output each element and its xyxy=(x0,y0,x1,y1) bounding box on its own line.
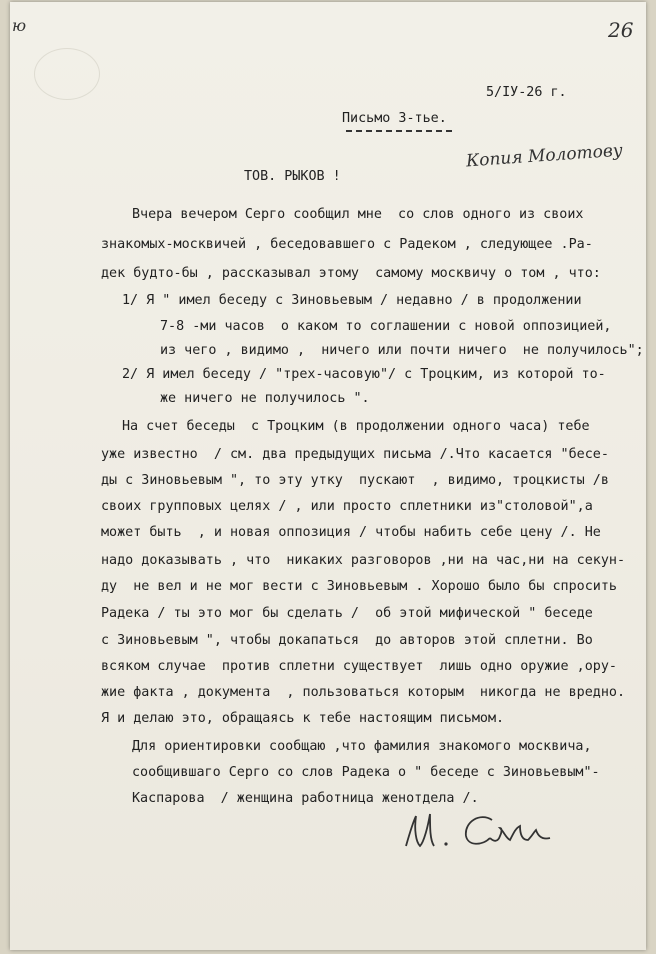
embossed-seal-icon xyxy=(34,48,100,100)
body-line: с Зиновьевым ", чтобы докапаться до авторов этой сплетни. Во xyxy=(101,633,593,648)
body-line: 7-8 -ми часов о каком то соглашении с новой оппозицией, xyxy=(160,319,612,334)
header-underline xyxy=(346,130,452,132)
letter-date: 5/IУ-26 г. xyxy=(486,85,567,100)
document-sheet xyxy=(10,2,646,950)
body-line: Каспарова / женщина работница женотдела /. xyxy=(132,791,479,806)
body-line: сообщившаго Серго со слов Радека о " беседе с Зиновьевым"- xyxy=(132,765,600,780)
body-line: же ничего не получилось ". xyxy=(160,391,370,406)
page-number: 26 xyxy=(608,18,634,42)
body-line: знакомых-москвичей , беседовавшего с Радеком , следующее .Ра- xyxy=(101,237,593,252)
handwritten-annotation: Копия Молотову xyxy=(465,140,624,172)
body-line: может быть , и новая оппозиция / чтобы набить себе цену /. Не xyxy=(101,525,601,540)
body-line: Вчера вечером Серго сообщил мне со слов одного из своих xyxy=(132,207,584,222)
letter-header: Письмо 3-тье. xyxy=(342,111,447,126)
body-line: Я и делаю это, обращаясь к тебе настоящим письмом. xyxy=(101,711,505,726)
handwritten-signature xyxy=(394,802,564,862)
body-line: Для ориентировки сообщаю ,что фамилия знакомого москвича, xyxy=(132,739,592,754)
body-line: ды с Зиновьевым ", то эту утку пускают , видимо, троцкисты /в xyxy=(101,473,609,488)
body-line: 1/ Я " имел беседу с Зиновьевым / недавно / в продолжении xyxy=(122,293,582,308)
body-line: дек будто-бы , рассказывал этому самому москвичу о том , что: xyxy=(101,266,601,281)
body-line: своих групповых целях / , или просто сплетники из"столовой",а xyxy=(101,499,593,514)
body-line: 2/ Я имел беседу / "трех-часовую"/ с Троцким, из которой то- xyxy=(122,367,606,382)
body-line: На счет беседы с Троцким (в продолжении одного часа) тебе xyxy=(122,419,590,434)
body-line: надо доказывать , что никаких разговоров ,ни на час,ни на секун- xyxy=(101,553,626,568)
body-line: ду не вел и не мог вести с Зиновьевым . Хорошо было бы спросить xyxy=(101,579,617,594)
corner-mark: ю xyxy=(12,16,27,35)
body-line: из чего , видимо , ничего или почти ничего не получилось"; xyxy=(160,343,644,358)
salutation: ТОВ. РЫКОВ ! xyxy=(244,169,341,184)
body-line: жие факта , документа , пользоваться которым никогда не вредно. xyxy=(101,685,626,700)
body-line: Радека / ты это мог бы сделать / об этой мифической " беседе xyxy=(101,606,593,621)
body-line: уже известно / см. два предыдущих письма /.Что касается "бесе- xyxy=(101,447,609,462)
body-line: всяком случае против сплетни существует лишь одно оружие ,ору- xyxy=(101,659,617,674)
